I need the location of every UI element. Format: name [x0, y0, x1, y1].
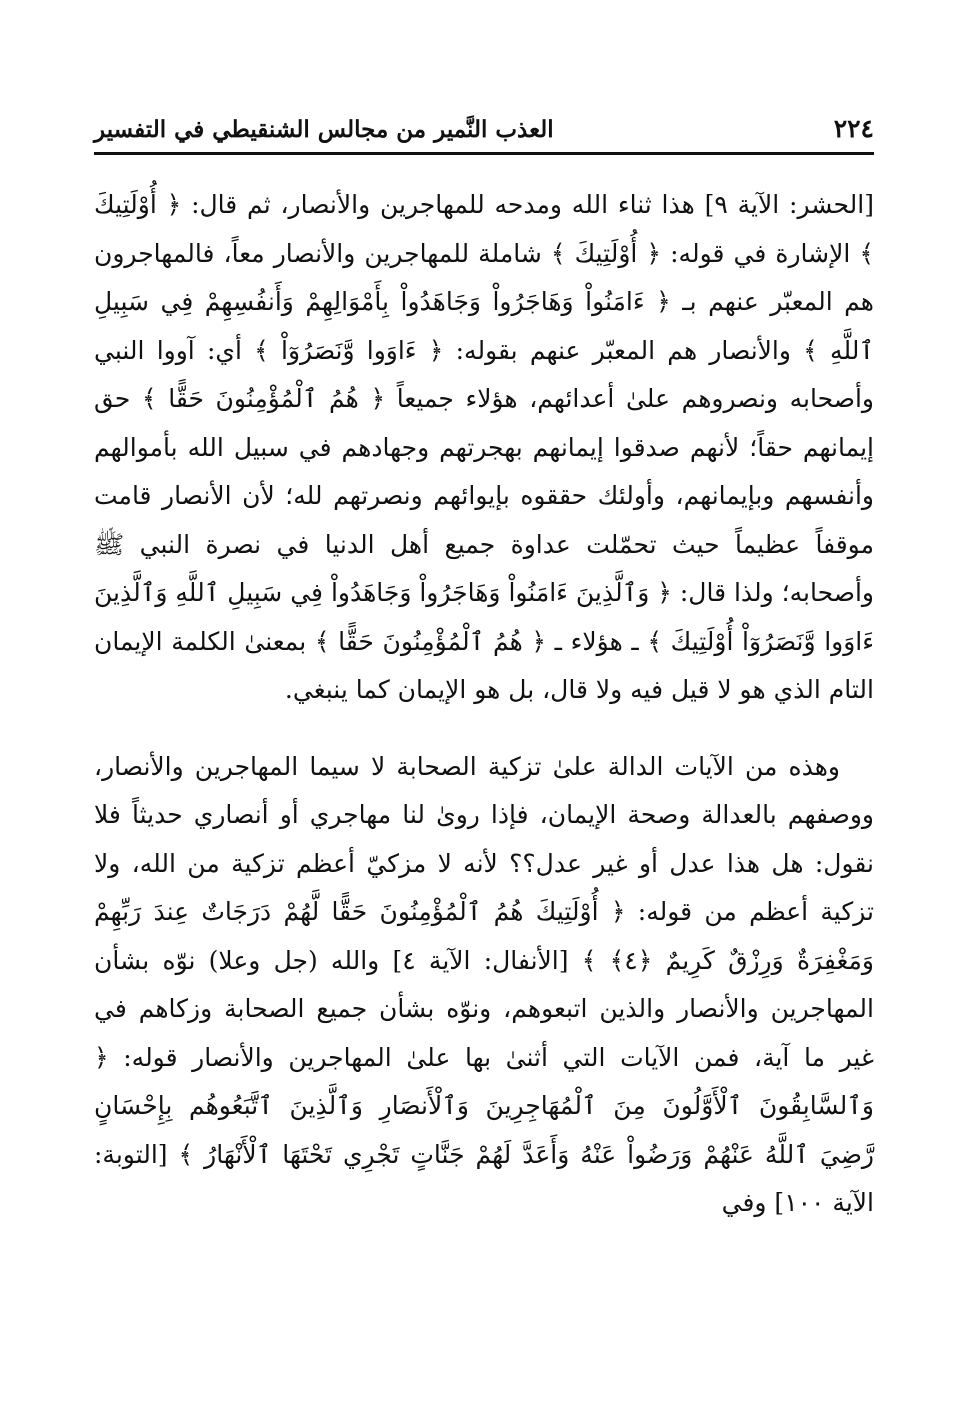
page-number: ٢٢٤ — [833, 113, 874, 143]
header-rule — [94, 152, 874, 155]
paragraph-1: [الحشر: الآية ٩] هذا ثناء الله ومدحه للمهاجرين والأنصار، ثم قال: ﴿ أُوْلَتِيكَ ﴾ الإشارة في قوله: ﴿ أُوْلَتِيكَ ﴾ شاملة للمهاجرين والأنصار معاً، فالمهاجرون هم المعبّر عنهم بـ ﴿ ءَامَنُواْ وَهَاجَرُواْ وَجَاهَدُواْ بِأَمْوَالِهِمْ وَأَنفُسِهِمْ فِي سَبِيلِ ٱللَّهِ ﴾ والأنصار هم المعبّر عنهم بقوله: ﴿ ءَاوَوا وَّنَصَرُوٓاْ ﴾ أي: آووا النبي وأصحابه ونصروهم علىٰ أعدائهم، هؤلاء جميعاً ﴿ هُمُ ٱلْمُؤْمِنُونَ حَقًّا ﴾ حق إيمانهم حقاً؛ لأنهم صدقوا إيمانهم بهجرتهم وجهادهم في سبيل الله بأموالهم وأنفسهم وبإيمانهم، وأولئك حققوه بإيوائهم ونصرتهم لله؛ لأن الأنصار قامت موقفاً عظيماً حيث تحمّلت عداوة جميع أهل الدنيا في نصرة النبي ﷺ وأصحابه؛ ولذا قال: ﴿ وَٱلَّذِينَ ءَامَنُواْ وَهَاجَرُواْ وَجَاهَدُواْ فِي سَبِيلِ ٱللَّهِ وَٱلَّذِينَ ءَاوَوا وَّنَصَرُوٓاْ أُوْلَتِيكَ ﴾ ـ هؤلاء ـ ﴿ هُمُ ٱلْمُؤْمِنُونَ حَقًّا ﴾ بمعنىٰ الكلمة الإيمان التام الذي هو لا قيل فيه ولا قال، بل هو الإيمان كما ينبغي. — [94, 190, 874, 704]
book-title: العذب النَّمير من مجالس الشنقيطي في التفسير — [94, 115, 554, 143]
page-header — [94, 98, 874, 152]
paragraph-2: وهذه من الآيات الدالة علىٰ تزكية الصحابة لا سيما المهاجرين والأنصار، ووصفهم بالعدالة وصحة الإيمان، فإذا روىٰ لنا مهاجري أو أنصاري حديثاً فلا نقول: هل هذا عدل أو غير عدل؟؟ لأنه لا مزكيّ أعظم تزكية من الله، ولا تزكية أعظم من قوله: ﴿ أُوْلَتِيكَ هُمُ ٱلْمُؤْمِنُونَ حَقًّا لَّهُمْ دَرَجَاتٌ عِندَ رَبِّهِمْ وَمَغْفِرَةٌ وَرِزْقٌ كَرِيمٌ ﴿٤﴾ ﴾ [الأنفال: الآية ٤] والله (جل وعلا) نوّه بشأن المهاجرين والأنصار والذين اتبعوهم، ونوّه بشأن جميع الصحابة وزكاهم في غير ما آية، فمن الآيات التي أثنىٰ بها علىٰ المهاجرين والأنصار قوله: ﴿ وَٱلسَّابِقُونَ ٱلْأَوَّلُونَ مِنَ ٱلْمُهَاجِرِينَ وَٱلْأَنصَارِ وَٱلَّذِينَ ٱتَّبَعُوهُم بِإِحْسَانٍ رَّضِيَ ٱللَّهُ عَنْهُمْ وَرَضُواْ عَنْهُ وَأَعَدَّ لَهُمْ جَنَّاتٍ تَجْرِي تَحْتَهَا ٱلْأَنْهَارُ ﴾ [التوبة: الآية ١٠٠] وفي — [94, 751, 875, 1217]
page-body — [94, 181, 874, 1228]
document-page — [94, 98, 874, 1388]
